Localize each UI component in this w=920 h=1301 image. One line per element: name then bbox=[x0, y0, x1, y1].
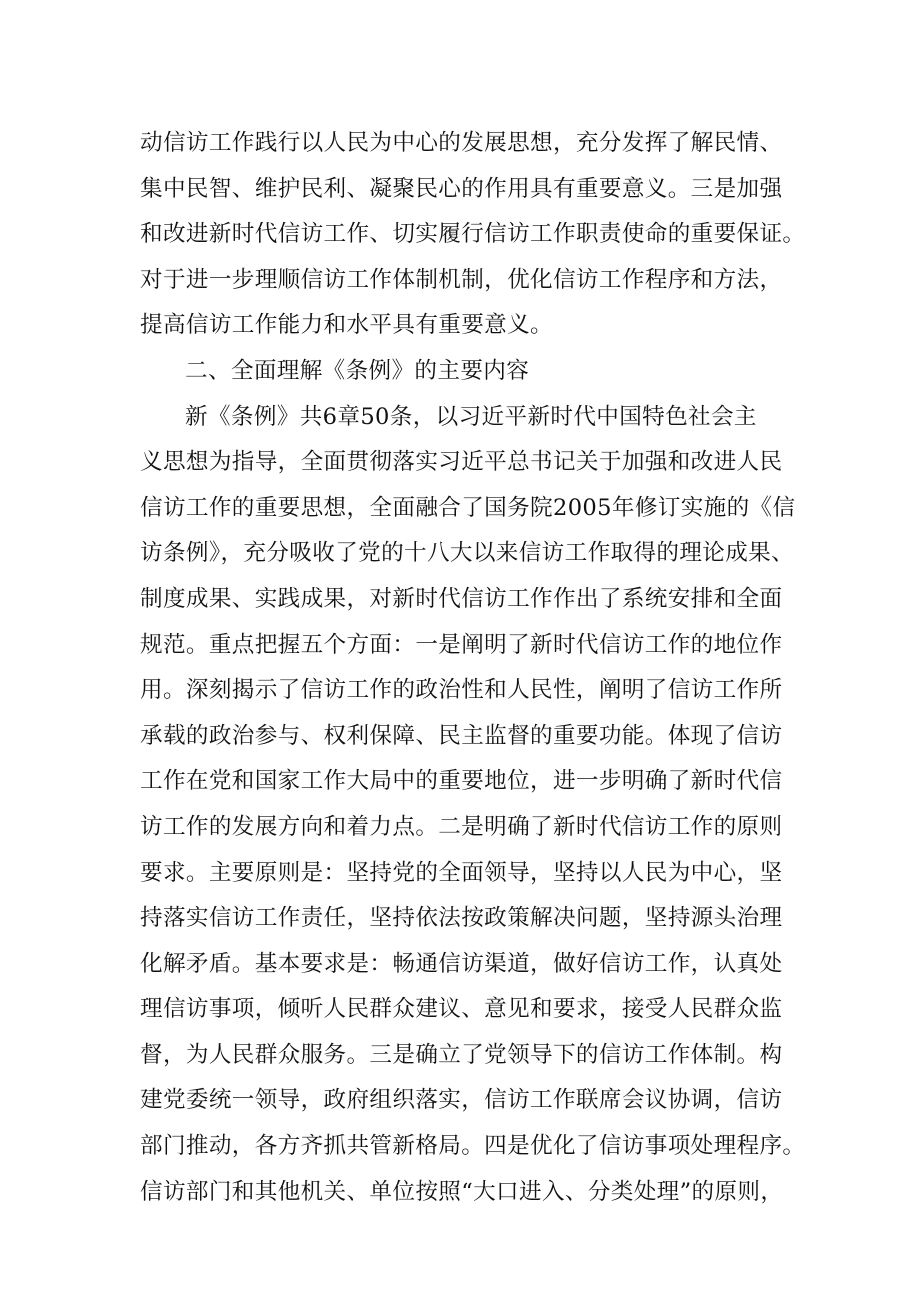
text-line: 集中民智、维护民利、凝聚民心的作用具有重要意义。三是加强 bbox=[140, 175, 783, 202]
document-body bbox=[140, 121, 820, 1215]
text-line: 提高信访工作能力和水平具有重要意义。 bbox=[140, 312, 553, 339]
text-line: 工作在党和国家工作大局中的重要地位，进一步明确了新时代信 bbox=[140, 768, 783, 795]
text-line: 和改进新时代信访工作、切实履行信访工作职责使命的重要保证。 bbox=[140, 221, 806, 248]
text-line: 新《条例》共6章50条，以习近平新时代中国特色社会主 bbox=[185, 403, 757, 430]
text-line: 督，为人民群众服务。三是确立了党领导下的信访工作体制。构 bbox=[140, 1041, 783, 1068]
text-line: 承载的政治参与、权利保障、民主监督的重要功能。体现了信访 bbox=[140, 722, 783, 749]
text-line: 动信访工作践行以人民为中心的发展思想，充分发挥了解民情、 bbox=[140, 130, 783, 156]
text-line: 理信访事项，倾听人民群众建议、意见和要求，接受人民群众监 bbox=[140, 996, 783, 1023]
text-line: 规范。重点把握五个方面：一是阐明了新时代信访工作的地位作 bbox=[140, 631, 783, 658]
text-line: 信访部门和其他机关、单位按照“大口进入、分类处理”的原则， bbox=[140, 1178, 784, 1205]
text-line: 建党委统一领导，政府组织落实，信访工作联席会议协调，信访 bbox=[140, 1087, 783, 1114]
text-line: 持落实信访工作责任，坚持依法按政策解决问题，坚持源头治理 bbox=[140, 905, 783, 932]
text-line: 访条例》，充分吸收了党的十八大以来信访工作取得的理论成果、 bbox=[140, 540, 795, 567]
text-line: 化解矛盾。基本要求是：畅通信访渠道，做好信访工作，认真处 bbox=[140, 950, 783, 977]
text-line: 访工作的发展方向和着力点。二是明确了新时代信访工作的原则 bbox=[140, 813, 783, 840]
text-line: 信访工作的重要思想，全面融合了国务院2005年修订实施的《信 bbox=[140, 494, 796, 521]
section-heading: 二、全面理解《条例》的主要内容 bbox=[185, 357, 530, 384]
text-line: 制度成果、实践成果，对新时代信访工作作出了系统安排和全面 bbox=[140, 585, 783, 612]
text-line: 义思想为指导，全面贯彻落实习近平总书记关于加强和改进人民 bbox=[140, 449, 783, 476]
text-line: 用。深刻揭示了信访工作的政治性和人民性，阐明了信访工作所 bbox=[140, 677, 783, 704]
text-line: 要求。主要原则是：坚持党的全面领导，坚持以人民为中心，坚 bbox=[140, 859, 783, 886]
text-line: 对于进一步理顺信访工作体制机制，优化信访工作程序和方法， bbox=[140, 266, 783, 293]
text-line: 部门推动，各方齐抓共管新格局。四是优化了信访事项处理程序。 bbox=[140, 1133, 806, 1160]
